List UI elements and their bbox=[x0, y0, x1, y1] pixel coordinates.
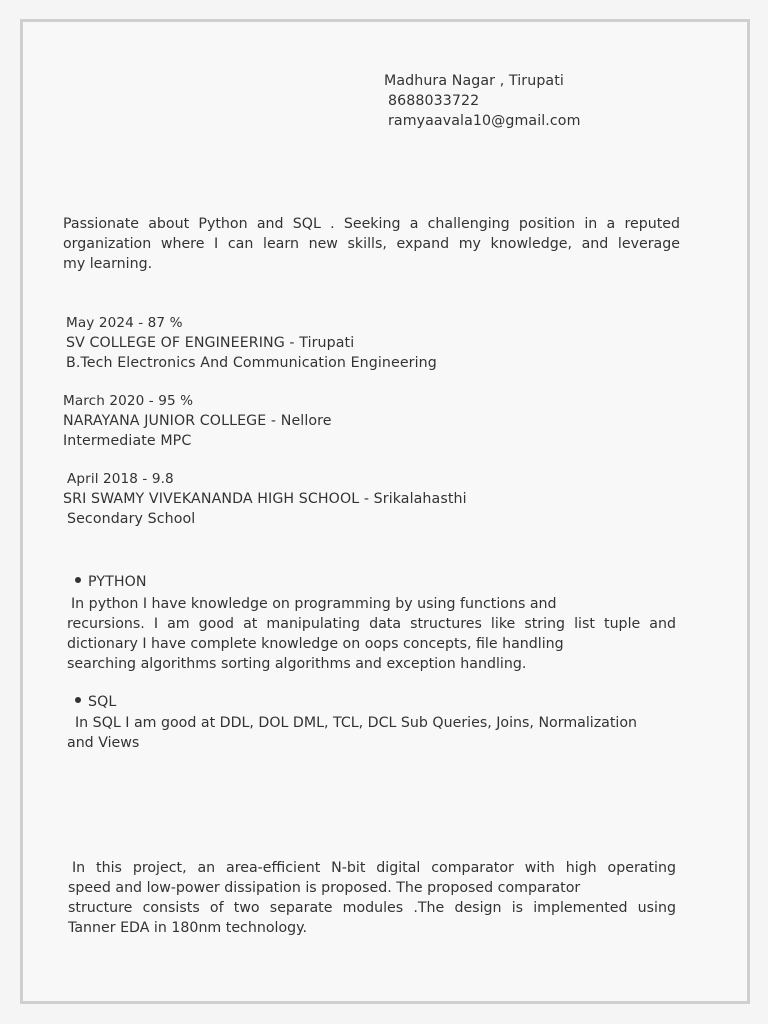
education-institution: SRI SWAMY VIVEKANANDA HIGH SCHOOL - Srikalahasthi bbox=[63, 491, 467, 507]
objective-paragraph bbox=[63, 214, 680, 274]
project-line: In this project, an area-efficient N-bit digital comparator with high operating bbox=[72, 860, 676, 876]
contact-phone: 8688033722 bbox=[388, 93, 480, 109]
skill-line: recursions. I am good at manipulating data structures like string list tuple and bbox=[67, 616, 676, 632]
bullet-icon bbox=[75, 577, 81, 583]
objective-line: organization where I can learn new skills, expand my knowledge, and leverage bbox=[63, 236, 680, 252]
education-course: B.Tech Electronics And Communication Engineering bbox=[66, 355, 437, 371]
skill-line: and Views bbox=[67, 735, 140, 751]
skill-line: In python I have knowledge on programming by using functions and bbox=[71, 596, 557, 612]
skill-sql-description bbox=[67, 713, 676, 753]
objective-line: my learning. bbox=[63, 256, 153, 272]
education-institution: NARAYANA JUNIOR COLLEGE - Nellore bbox=[63, 413, 332, 429]
project-description bbox=[68, 858, 676, 938]
skill-line: searching algorithms sorting algorithms and exception handling. bbox=[67, 656, 527, 672]
education-institution: SV COLLEGE OF ENGINEERING - Tirupati bbox=[66, 335, 355, 351]
project-line: structure consists of two separate modules .The design is implemented using bbox=[68, 900, 676, 916]
education-date-score: April 2018 - 9.8 bbox=[67, 471, 174, 487]
education-course: Secondary School bbox=[67, 511, 196, 527]
bullet-icon bbox=[75, 697, 81, 703]
skill-title-label: SQL bbox=[88, 694, 117, 710]
project-line: speed and low-power dissipation is proposed. The proposed comparator bbox=[68, 880, 581, 896]
education-course: Intermediate MPC bbox=[63, 433, 192, 449]
skill-title-sql bbox=[75, 692, 116, 712]
contact-email[interactable]: ramyaavala10@gmail.com bbox=[388, 113, 581, 129]
objective-line: Passionate about Python and SQL . Seeking a challenging position in a reputed bbox=[63, 216, 680, 232]
skill-line: In SQL I am good at DDL, DOL DML, TCL, DCL Sub Queries, Joins, Normalization bbox=[75, 715, 638, 731]
education-date-score: May 2024 - 87 % bbox=[66, 315, 183, 331]
contact-address: Madhura Nagar , Tirupati bbox=[384, 73, 564, 89]
education-date-score: March 2020 - 95 % bbox=[63, 393, 194, 409]
skill-line: dictionary I have complete knowledge on oops concepts, file handling bbox=[67, 636, 564, 652]
skill-python-description bbox=[67, 594, 676, 674]
skill-title-python bbox=[75, 572, 147, 592]
skill-title-label: PYTHON bbox=[88, 574, 147, 590]
project-line: Tanner EDA in 180nm technology. bbox=[68, 920, 308, 936]
